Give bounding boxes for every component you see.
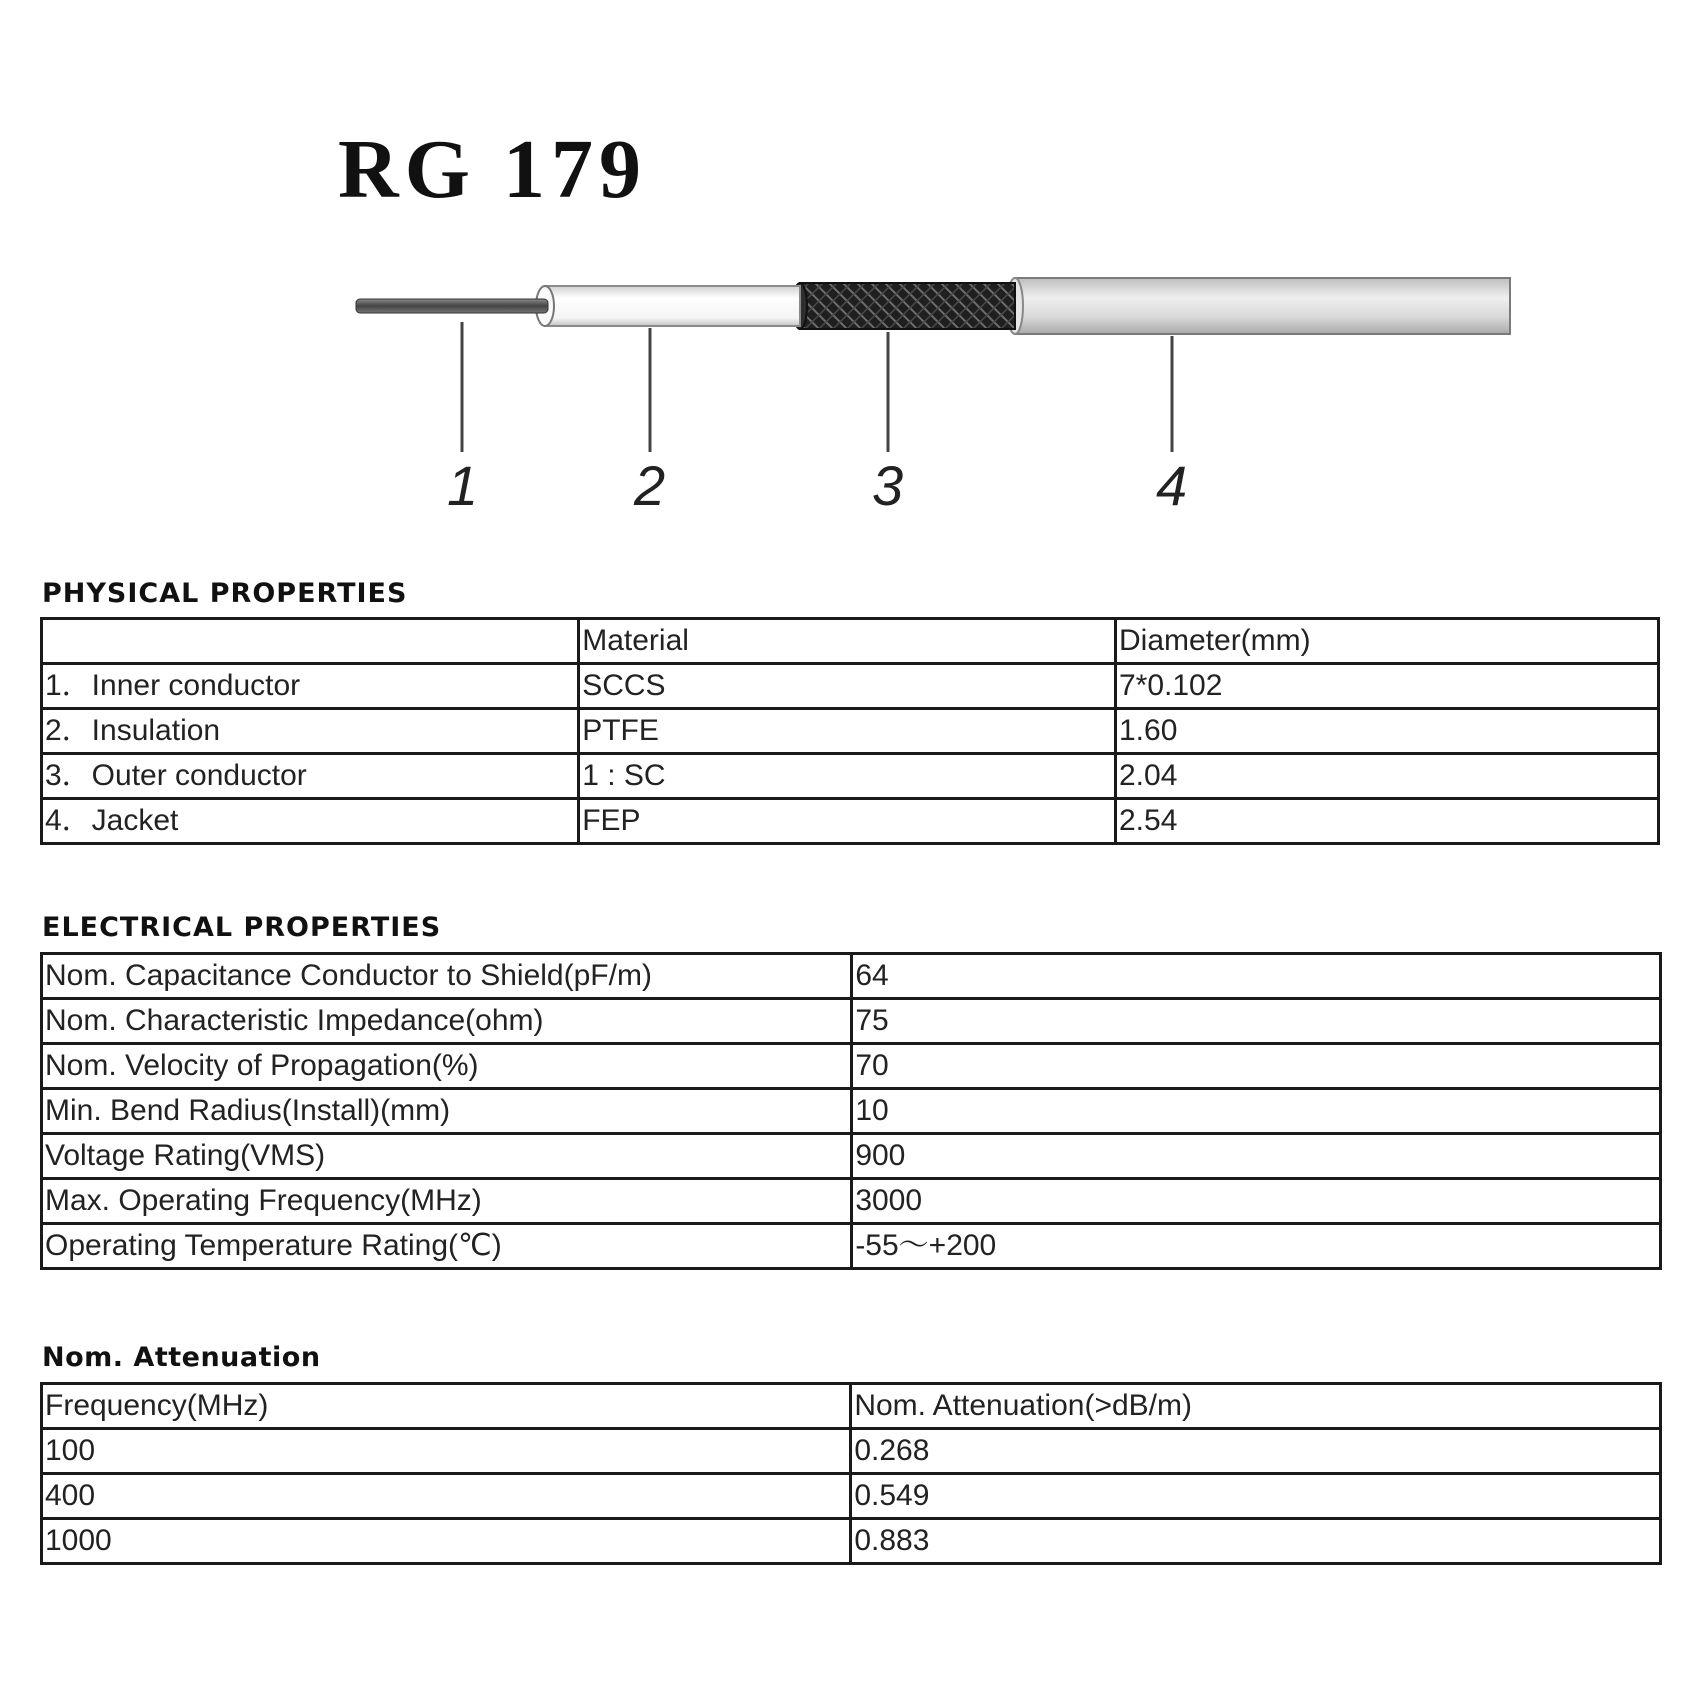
table-cell: Nom. Velocity of Propagation(%) [42, 1044, 852, 1089]
table-cell: Voltage Rating(VMS) [42, 1134, 852, 1179]
cable-diagram [0, 0, 1700, 520]
table-cell: 64 [852, 954, 1661, 999]
page-title: RG 179 [338, 123, 647, 216]
table-cell: 3．Outer conductor [42, 754, 579, 799]
callout-label-1: 1 [447, 454, 479, 517]
cable-insulation [545, 286, 800, 326]
table-cell: 4．Jacket [42, 799, 579, 844]
table-row [42, 709, 1659, 754]
table-cell: 1．Inner conductor [42, 664, 579, 709]
table-cell: 10 [852, 1089, 1661, 1134]
table-row [42, 999, 1661, 1044]
table-row [42, 1519, 1661, 1564]
table-cell: Nom. Characteristic Impedance(ohm) [42, 999, 852, 1044]
table-row [42, 1044, 1661, 1089]
table-cell: 900 [852, 1134, 1661, 1179]
cable-inner-conductor [356, 299, 548, 313]
header-cell [42, 619, 579, 664]
table-row [42, 664, 1659, 709]
attenuation-table [40, 1382, 1662, 1565]
physical-properties-heading: PHYSICAL PROPERTIES [42, 578, 408, 609]
table-row [42, 1179, 1661, 1224]
header-cell: Material [579, 619, 1116, 664]
table-cell: 2.54 [1115, 799, 1658, 844]
table-cell: 7*0.102 [1115, 664, 1658, 709]
callout-label-3: 3 [872, 454, 904, 517]
electrical-properties-heading: ELECTRICAL PROPERTIES [42, 912, 442, 943]
physical-properties-table [40, 617, 1660, 845]
attenuation-heading: Nom. Attenuation [42, 1342, 321, 1373]
table-cell: 0.549 [851, 1474, 1661, 1519]
table-cell: 1000 [42, 1519, 851, 1564]
table-row [42, 1134, 1661, 1179]
header-cell: Nom. Attenuation(>dB/m) [851, 1384, 1661, 1429]
callout-label-4: 4 [1156, 454, 1188, 517]
table-row [42, 954, 1661, 999]
table-header-row [42, 1384, 1661, 1429]
table-cell: FEP [579, 799, 1116, 844]
table-cell: 0.883 [851, 1519, 1661, 1564]
header-cell: Frequency(MHz) [42, 1384, 851, 1429]
table-cell: Min. Bend Radius(Install)(mm) [42, 1089, 852, 1134]
table-cell: 1 : SC [579, 754, 1116, 799]
callout-label-2: 2 [634, 454, 666, 517]
table-row [42, 799, 1659, 844]
table-cell: 100 [42, 1429, 851, 1474]
table-cell: 1.60 [1115, 709, 1658, 754]
table-cell: PTFE [579, 709, 1116, 754]
table-row [42, 1224, 1661, 1269]
cable-braid [800, 283, 1015, 329]
table-row [42, 1474, 1661, 1519]
table-cell: Operating Temperature Rating(℃) [42, 1224, 852, 1269]
table-cell: Max. Operating Frequency(MHz) [42, 1179, 852, 1224]
table-cell: -55～+200 [852, 1224, 1661, 1269]
table-row [42, 754, 1659, 799]
table-cell: 400 [42, 1474, 851, 1519]
table-row [42, 1429, 1661, 1474]
table-cell: 3000 [852, 1179, 1661, 1224]
table-cell: Nom. Capacitance Conductor to Shield(pF/m) [42, 954, 852, 999]
electrical-properties-table [40, 952, 1662, 1270]
table-cell: 0.268 [851, 1429, 1661, 1474]
cable-jacket [1015, 278, 1510, 334]
table-cell: 75 [852, 999, 1661, 1044]
table-cell: 70 [852, 1044, 1661, 1089]
table-cell: SCCS [579, 664, 1116, 709]
header-cell: Diameter(mm) [1115, 619, 1658, 664]
table-cell: 2．Insulation [42, 709, 579, 754]
table-cell: 2.04 [1115, 754, 1658, 799]
table-row [42, 1089, 1661, 1134]
table-header-row [42, 619, 1659, 664]
